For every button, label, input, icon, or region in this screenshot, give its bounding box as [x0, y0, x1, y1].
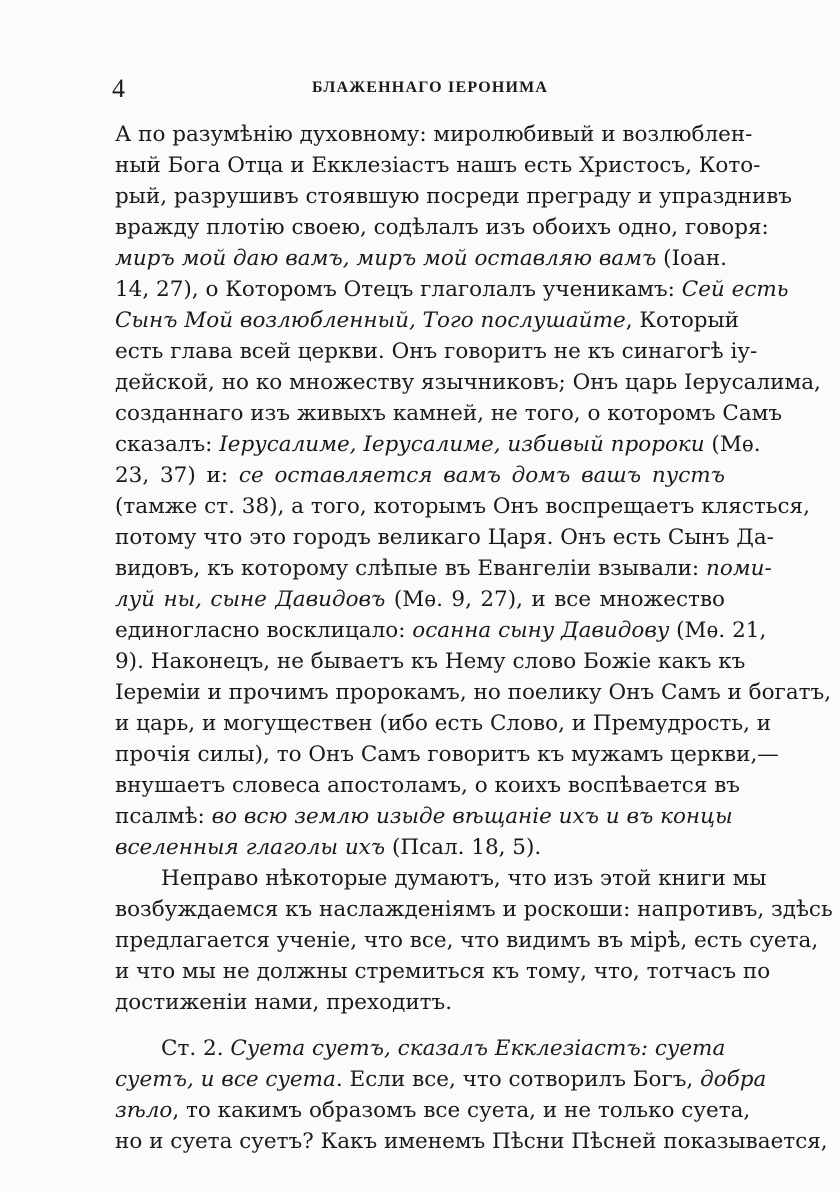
italic-quote: миръ мой даю вамъ, миръ мой оставляю вамъ [115, 246, 657, 271]
text-segment: и что мы не должны стремиться къ тому, что, тотчасъ по [115, 959, 771, 984]
text-line [115, 646, 746, 677]
running-title: БЛАЖЕННАГО ІЕРОНИМА [312, 79, 549, 96]
text-line [115, 522, 774, 553]
text-line [115, 832, 725, 863]
text-segment: Ст. 2. [161, 1036, 231, 1061]
text-segment: Неправо нѣкоторые думаютъ, что изъ этой книги мы [161, 866, 767, 891]
text-segment: (Псал. 18, 5). [385, 835, 542, 860]
page-header [0, 74, 840, 106]
text-segment: рый, разрушивъ стоявшую посреди преграду и упразднивъ [115, 184, 792, 209]
text-segment: вражду плотію своею, содѣлалъ изъ обоихъ одно, говоря: [115, 215, 769, 240]
text-line [115, 336, 758, 367]
text-segment: видовъ, къ которому слѣпые въ Евангеліи взывали: [115, 556, 706, 581]
text-segment: . Если все, что сотворилъ Богъ, [335, 1067, 701, 1092]
text-segment: дейской, но ко множеству язычниковъ; Онъ царь Іерусалима, [115, 370, 821, 395]
text-line [115, 739, 779, 770]
text-segment: (Мѳ. [704, 432, 761, 457]
text-segment: псалмѣ: [115, 804, 212, 829]
italic-quote: вселенныя глаголы ихъ [115, 835, 386, 860]
text-segment: внушаетъ словеса апостоламъ, о коихъ воспѣвается въ [115, 773, 740, 798]
text-segment: но и суета суетъ? Какъ именемъ Пѣсни Пѣсней показывается, [115, 1129, 828, 1154]
text-segment: (Мѳ. 21, [669, 618, 767, 643]
text-line [115, 274, 789, 305]
text-line [115, 1095, 751, 1126]
italic-quote: добра [700, 1067, 767, 1092]
text-segment: предлагается ученіе, что все, что видимъ въ мірѣ, есть суета, [115, 928, 819, 953]
text-segment: возбуждаемся къ наслажденіямъ и роскоши: напротивъ, здѣсь [115, 897, 833, 922]
text-segment: прочія силы), то Онъ Самъ говоритъ къ мужамъ церкви,— [115, 742, 779, 767]
text-line [115, 987, 725, 1018]
text-line [115, 305, 739, 336]
text-line [115, 212, 769, 243]
italic-quote: се оставляется вамъ домъ вашъ пустъ [238, 463, 725, 488]
text-line [115, 367, 821, 398]
text-line [115, 863, 767, 894]
body-text [115, 119, 833, 1157]
text-line [115, 181, 792, 212]
text-segment: 9). Наконецъ, не бываетъ къ Нему слово Божіе какъ къ [115, 649, 746, 674]
paragraph [115, 1033, 828, 1157]
text-segment: 23, 37) и: [115, 463, 239, 488]
text-line [115, 584, 725, 615]
text-line [115, 398, 783, 429]
paragraph [115, 863, 833, 1018]
italic-quote: зѣло [115, 1098, 173, 1123]
text-segment: потому что это городъ великаго Царя. Онъ есть Сынъ Да- [115, 525, 774, 550]
paragraph [115, 119, 832, 863]
text-line [115, 119, 753, 150]
text-segment: А по разумѣнію духовному: миролюбивый и возлюблен- [115, 122, 753, 147]
text-segment: ный Бога Отца и Екклезіастъ нашъ есть Христосъ, Кото- [115, 153, 761, 178]
text-line [115, 1033, 725, 1064]
italic-quote: осанна сыну Давидову [412, 618, 670, 643]
italic-quote: луй ны, сыне Давидовъ [115, 587, 386, 612]
text-segment: , Который [625, 308, 739, 333]
text-line [115, 243, 725, 274]
italic-quote: суетъ, и все суета [115, 1067, 336, 1092]
text-line [115, 925, 819, 956]
text-segment: единогласно восклицало: [115, 618, 413, 643]
paragraph-gap [115, 1018, 725, 1033]
text-line [115, 770, 740, 801]
italic-quote: поми- [706, 556, 772, 581]
text-segment: (Іоан. [656, 246, 727, 271]
text-segment: созданнаго изъ живыхъ камней, не того, о которомъ Самъ [115, 401, 783, 426]
text-segment: (тамже ст. 38), а того, которымъ Онъ воспрещаетъ клясться, [115, 494, 810, 519]
text-line [115, 801, 733, 832]
italic-quote: Суета суетъ, сказалъ Екклезіастъ: суета [230, 1036, 726, 1061]
text-segment: , то какимъ образомъ все суета, и не только суета, [172, 1098, 751, 1123]
text-segment: и царь, и могуществен (ибо есть Слово, и Премудрость, и [115, 711, 772, 736]
page-number: 4 [112, 74, 125, 103]
text-line [115, 491, 810, 522]
text-segment: достиженіи нами, преходитъ. [115, 990, 453, 1015]
italic-quote: во всю землю изыде вѣщаніе ихъ и въ концы [211, 804, 733, 829]
text-line [115, 677, 832, 708]
text-line [115, 460, 725, 491]
text-line [115, 429, 761, 460]
text-segment: 14, 27), о Которомъ Отецъ глаголалъ ученикамъ: [115, 277, 682, 302]
text-segment: сказалъ: [115, 432, 220, 457]
text-segment: (Мѳ. 9, 27), и все множество [385, 587, 726, 612]
text-line [115, 1064, 767, 1095]
text-line [115, 615, 767, 646]
text-line [115, 708, 772, 739]
text-segment: Іереміи и прочимъ пророкамъ, но поелику Онъ Самъ и богатъ, [115, 680, 832, 705]
italic-quote: Сынъ Мой возлюбленный, Того послушайте [115, 308, 626, 333]
text-line [115, 956, 771, 987]
text-line [115, 894, 833, 925]
text-line [115, 553, 772, 584]
text-segment: есть глава всей церкви. Онъ говоритъ не къ синагогѣ іу- [115, 339, 758, 364]
italic-quote: Сей есть [681, 277, 789, 302]
text-line [115, 1126, 828, 1157]
text-line [115, 150, 761, 181]
italic-quote: Іерусалиме, Іерусалиме, избивый пророки [219, 432, 705, 457]
